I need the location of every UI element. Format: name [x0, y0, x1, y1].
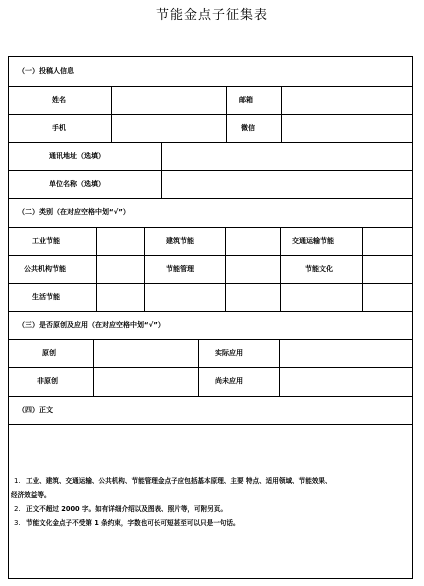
row-divider [9, 339, 412, 340]
section2-heading: （二）类别（在对应空格中划“√”） [18, 208, 130, 216]
section3-heading: （三）是否原创及应用（在对应空格中划“√”） [18, 321, 165, 329]
note-1-line1: 工业、建筑、交通运输、公共机构、节能管理金点子应包括基本原理、主要 特点、适用领域、节能效果、 [26, 477, 332, 485]
row-divider [9, 396, 412, 397]
category-transport: 交通运输节能 [292, 237, 334, 245]
category-industry: 工业节能 [32, 237, 60, 245]
not-applied-label: 尚未应用 [215, 377, 243, 385]
row-divider [9, 198, 412, 199]
category-building: 建筑节能 [166, 237, 194, 245]
applied-label: 实际应用 [215, 349, 243, 357]
wechat-label: 微信 [241, 124, 255, 132]
column-divider [93, 339, 94, 396]
section1-heading: （一）投稿人信息 [18, 67, 74, 75]
row-divider [9, 142, 412, 143]
section4-heading: （四）正文 [18, 406, 53, 414]
form-title: 节能金点子征集表 [155, 8, 268, 23]
row-divider [9, 114, 412, 115]
note-3-number: 3. [14, 519, 21, 527]
submission-form-table [8, 56, 413, 579]
note-1-number: 1. [14, 477, 21, 485]
column-divider [281, 86, 282, 142]
category-management: 节能管理 [166, 265, 194, 273]
category-culture: 节能文化 [305, 265, 333, 273]
note-3: 节能文化金点子不受第 1 条约束，字数也可长可短甚至可以只是一句话。 [26, 519, 240, 527]
address-label: 通讯地址（选填） [49, 152, 105, 160]
category-public-institution: 公共机构节能 [24, 265, 66, 273]
row-divider [9, 367, 412, 368]
row-divider [9, 283, 412, 284]
note-2: 正文不超过 2000 字。如有详细介绍以及图表、照片等，可附另页。 [26, 505, 227, 513]
category-daily-life: 生活节能 [32, 293, 60, 301]
row-divider [9, 86, 412, 87]
email-label: 邮箱 [239, 96, 253, 104]
column-divider [161, 142, 162, 198]
column-divider [144, 227, 145, 311]
not-original-label: 非原创 [37, 377, 58, 385]
column-divider [226, 86, 227, 142]
name-label: 姓名 [52, 96, 66, 104]
column-divider [96, 227, 97, 311]
body-text-area[interactable] [9, 425, 412, 475]
org-label: 单位名称（选填） [49, 180, 105, 188]
column-divider [198, 339, 199, 396]
column-divider [111, 86, 112, 142]
row-divider [9, 227, 412, 228]
original-label: 原创 [42, 349, 56, 357]
column-divider [280, 227, 281, 311]
row-divider [9, 311, 412, 312]
column-divider [225, 227, 226, 311]
column-divider [362, 227, 363, 311]
row-divider [9, 255, 412, 256]
column-divider [279, 339, 280, 396]
note-1-line2: 经济效益等。 [11, 491, 51, 499]
phone-label: 手机 [52, 124, 66, 132]
row-divider [9, 170, 412, 171]
note-2-number: 2. [14, 505, 21, 513]
